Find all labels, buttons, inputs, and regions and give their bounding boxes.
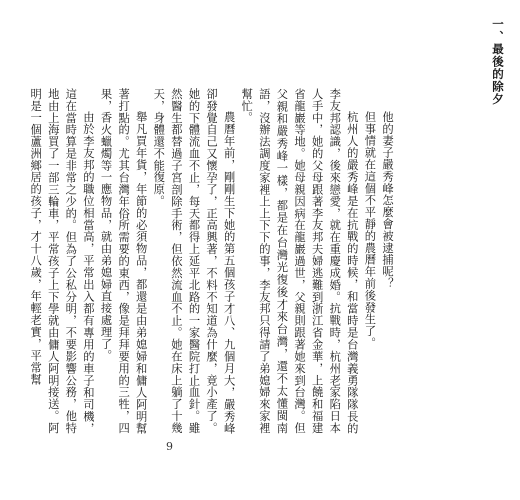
chapter-header: 一、最後的除夕 [491,18,505,106]
paragraph: 舉凡買年貨，年節的必須物品，都還是由弟媳婦和傭人阿明幫著打點的。尤其台灣年俗所需要的東西，像是拜拜要用的三牲，四果，香火蠟燭等一應物品，就由弟媳婦直接處理了。 [99,88,148,434]
paragraph: 農曆年前，剛剛生下她的第五個孩子才八、九個月大，嚴秀峰卻發覺自己又懷孕了，正高興著，不料不知道為什麼，竟小產了。她的下體流血不止，每天都得上延平北路的一家醫院打止血針。雖然醫生都替過子宮剖除手術，但依然流血不止。她在床上躺了十幾天，身體還不能復原。 [152,88,236,434]
page-number: 9 [166,440,173,453]
paragraph: 他的妻子嚴秀峰怎麼會被逮捕呢？ [381,110,394,290]
paragraph: 杭州人的嚴秀峰是在抗戰的時候，和當時是台灣義勇隊隊長的李友邦認識，後來戀愛，就在重慶成婚。抗戰時，杭州老家陷日本人手中，她的父母跟著李友邦夫婦逃難到浙江省金華，上饒和福建省龍巖等地。她母親因病在龍巖過世，父親則跟著她來到台灣。但父親和嚴秀峰一樣，都是在台灣光復後才來台灣，還不太懂閩南語，沒辦法調度家裡上上下下的事，李友邦只得請了弟媳婦來家裡幫忙。 [240,88,359,434]
paragraph: 由於李友邦的職位相當高，平常出入都有專用的車子和司機，這在當時算是非常之少的。但為了公私分明，不要影響公務，他特地由上海買了一部三輪車，平常孩子上下學就由傭人阿明接送。阿明是一個蘆洲鄉居的孩子，才十八歲，年輕老實，平常幫 [29,88,95,434]
paragraph: 但事情就在這個不平靜的農曆年前後發生了。 [363,110,377,349]
body-text [29,88,396,434]
